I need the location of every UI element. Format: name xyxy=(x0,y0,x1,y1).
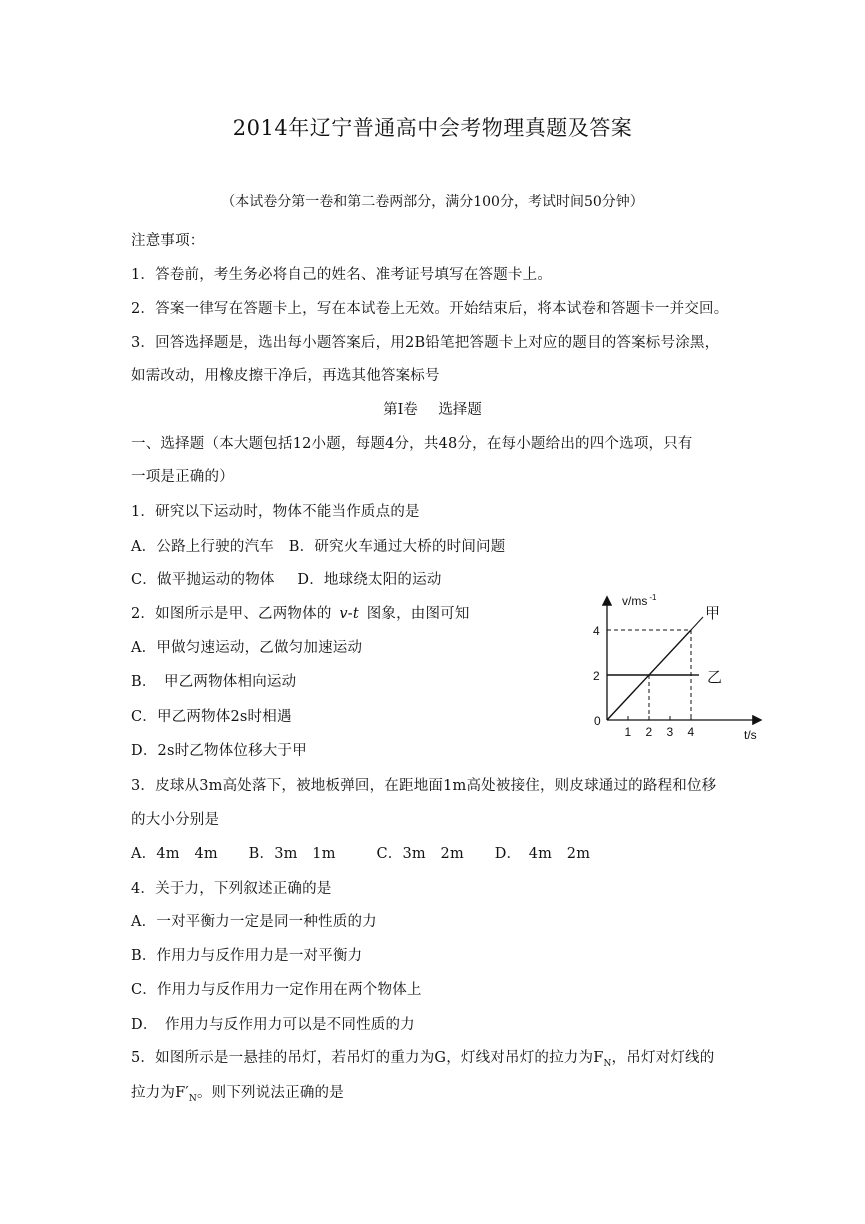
q2-option-d: D．2s时乙物体位移大于甲 xyxy=(131,743,307,759)
x-tick-label-4: 4 xyxy=(687,725,695,739)
q4-option-b: B．作用力与反作用力是一对平衡力 xyxy=(131,948,363,964)
notice-item-3: 3．回答选择题是，选出每小题答案后，用2B铅笔把答题卡上对应的题目的答案标号涂黑， xyxy=(131,335,720,351)
q1-options-row-2 xyxy=(131,568,442,589)
q3-option-b: B．3m 1m xyxy=(248,846,336,862)
q1-option-b: B．研究火车通过大桥的时间问题 xyxy=(288,539,506,555)
page-title: 2014年辽宁普通高中会考物理真题及答案 xyxy=(232,116,633,140)
q2-stem-end: 图象，由图可知 xyxy=(366,606,470,622)
q3-option-c: C．3m 2m xyxy=(376,846,464,862)
q3-option-d: D． 4m 2m xyxy=(494,846,591,862)
q5-line2-sub: N xyxy=(188,1093,197,1104)
q2-option-c: C．甲乙两物体2s时相遇 xyxy=(131,709,292,725)
series-label-2: 乙 xyxy=(707,669,723,686)
q3-options xyxy=(131,842,590,863)
q4-stem: 4．关于力，下列叙述正确的是 xyxy=(131,881,332,897)
origin-label: 0 xyxy=(594,714,601,728)
x-tick-label-1: 1 xyxy=(624,725,632,739)
y-tick-label-2: 2 xyxy=(593,669,600,683)
y-tick-label-4: 4 xyxy=(593,624,600,638)
q5-line2-text: 拉力为F′ xyxy=(131,1085,189,1101)
q3-stem-line-1: 3．皮球从3m高处落下，被地板弹回，在距地面1m高处被接住，则皮球通过的路程和位移 xyxy=(131,778,717,794)
q5-line2-end: 。则下列说法正确的是 xyxy=(196,1085,344,1101)
vt-chart xyxy=(588,590,768,750)
x-axis-label: t/s xyxy=(744,728,757,742)
section-part: 第Ⅰ卷 xyxy=(383,402,418,418)
notice-item-1: 1．答卷前，考生务必将自己的姓名、准考证号填写在答题卡上。 xyxy=(131,267,553,283)
q3-option-a: A．4m 4m xyxy=(131,846,218,862)
section-heading xyxy=(0,398,865,419)
q4-option-c: C．作用力与反作用力一定作用在两个物体上 xyxy=(131,982,422,998)
series-leader-1 xyxy=(691,617,703,630)
q2-stem xyxy=(131,602,470,623)
q2-option-b: B． 甲乙两物体相向运动 xyxy=(131,674,297,690)
x-tick-label-3: 3 xyxy=(666,725,674,739)
notice-item-3-cont: 如需改动，用橡皮擦干净后，再选其他答案标号 xyxy=(131,368,440,384)
q2-stem-vt: v-t xyxy=(339,606,359,622)
x-tick-label-2: 2 xyxy=(645,725,653,739)
q5-line1-end: ，吊灯对灯线的 xyxy=(611,1050,715,1066)
notice-heading: 注意事项： xyxy=(131,233,205,249)
q4-option-d: D． 作用力与反作用力可以是不同性质的力 xyxy=(131,1017,415,1033)
q1-stem: 1．研究以下运动时，物体不能当作质点的是 xyxy=(131,504,420,520)
q1-options-row-1 xyxy=(131,535,505,556)
q1-option-c: C．做平抛运动的物体 xyxy=(131,572,275,588)
q5-line1-sub: N xyxy=(603,1058,612,1069)
exam-subtitle: （本试卷分第一卷和第二卷两部分，满分100分，考试时间50分钟） xyxy=(221,194,644,210)
q2-stem-start: 2．如图所示是甲、乙两物体的 xyxy=(131,606,332,622)
q5-stem-line-2 xyxy=(131,1081,344,1104)
q5-line1-text: 5．如图所示是一悬挂的吊灯，若吊灯的重力为G，灯线对吊灯的拉力为F xyxy=(131,1050,604,1066)
instructions-line-2: 一项是正确的） xyxy=(131,469,234,485)
section-name: 选择题 xyxy=(438,402,482,418)
instructions-line-1: 一、选择题（本大题包括12小题，每题4分，共48分，在每小题给出的四个选项，只有 xyxy=(131,436,693,452)
series-label-1: 甲 xyxy=(705,605,721,622)
q2-option-a: A．甲做匀速运动，乙做匀加速运动 xyxy=(131,640,363,656)
notice-item-2: 2．答案一律写在答题卡上，写在本试卷上无效。开始结束后，将本试卷和答题卡一并交回。 xyxy=(131,301,729,317)
q3-stem-line-2: 的大小分别是 xyxy=(131,812,220,828)
q5-stem-line-1 xyxy=(131,1046,714,1069)
y-axis-label: v/ms $^{-1}$ xyxy=(622,593,657,608)
q4-option-a: A．一对平衡力一定是同一种性质的力 xyxy=(131,914,377,930)
q1-option-a: A．公路上行驶的汽车 xyxy=(131,539,274,555)
q1-option-d: D．地球绕太阳的运动 xyxy=(297,572,442,588)
